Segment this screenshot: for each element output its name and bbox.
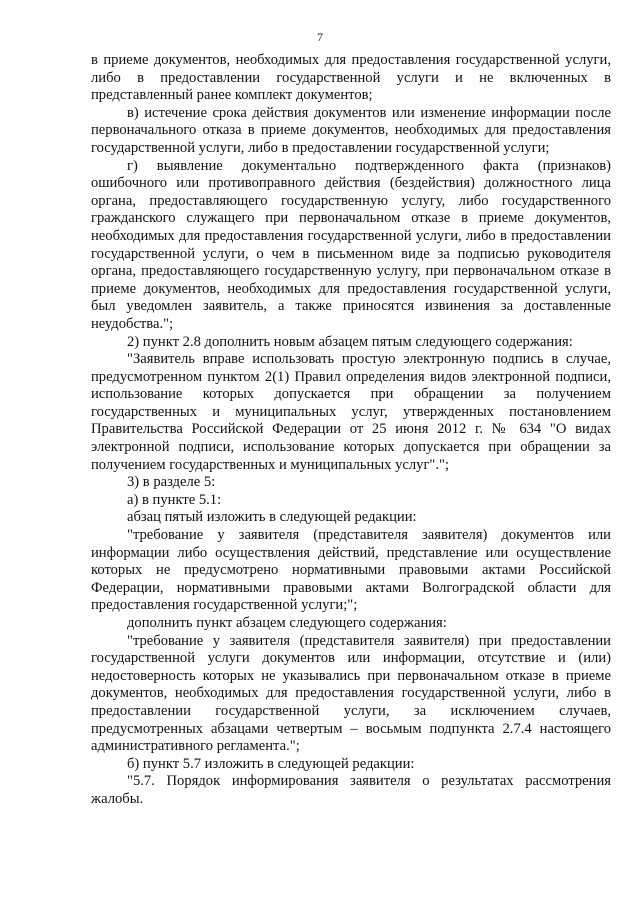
- paragraph-quote-requirement-1: "требование у заявителя (представителя заявителя) документов или информации либо осуществления действий, представление или осуществление которых не предусмотрено нормативными правовыми актами Российской Федерации, нормативными правовыми актами Волгоградской области для предоставления государственной услуги;";: [91, 527, 611, 614]
- paragraph-point-3: 3) в разделе 5:: [127, 474, 216, 491]
- paragraph-item-v: в) истечение срока действия документов или изменение информации после первоначального отказа в приеме документов, необходимых для предоставления государственной услуги, либо в предоставлении государственной услуги;: [91, 104, 611, 156]
- paragraph-instruction-supplement: дополнить пункт абзацем следующего содержания:: [127, 615, 447, 631]
- paragraph-subpoint-b: б) пункт 5.7 изложить в следующей редакции:: [127, 755, 415, 772]
- page-number: 7: [317, 30, 323, 44]
- paragraph-instruction-fifth: абзац пятый изложить в следующей редакции:: [127, 509, 417, 526]
- document-body: [91, 52, 611, 809]
- paragraph-subpoint-a: а) в пункте 5.1:: [127, 491, 222, 508]
- paragraph-quote-requirement-2: "требование у заявителя (представителя заявителя) при предоставлении государственной услуги документов или информации, отсутствие и (или) недостоверность которых не указывались при первоначальном отказе в приеме документов, необходимых для предоставления государственной услуги, либо в предоставлении государственной услуги, за исключением случаев, предусмотренных абзацами четвертым – восьмым подпункта 2.7.4 настоящего административного регламента.";: [91, 632, 611, 755]
- paragraph-quote-electronic-signature: "Заявитель вправе использовать простую электронную подпись в случае, предусмотренном пунктом 2(1) Правил определения видов электронной подписи, использование которых допускается при обращении за получением государственных и муниципальных услуг, утвержденных постановлением Правительства Российской Федерации от 25 июня 2012 г. № 634 "О видах электронной подписи, использование которых допускается при обращении за получением государственных и муниципальных услуг".";: [91, 351, 611, 473]
- paragraph-point-2: 2) пункт 2.8 дополнить новым абзацем пятым следующего содержания:: [127, 333, 573, 350]
- paragraph-continuation: в приеме документов, необходимых для предоставления государственной услуги, либо в предоставлении государственной услуги и не включенных в представленный ранее комплект документов;: [91, 52, 611, 104]
- paragraph-item-g: г) выявление документально подтвержденного факта (признаков) ошибочного или противоправного действия (бездействия) должностного лица органа, предоставляющего государственную услугу, либо государственного гражданского служащего при первоначальном отказе в приеме документов, необходимых для предоставления государственной услуги, либо в предоставлении государственной услуги, о чем в письменном виде за подписью руководителя органа, предоставляющего государственную услугу, при первоначальном отказе в приеме документов, необходимых для предоставления государственной услуги, был уведомлен заявитель, а также приносятся извинения за доставленные неудобства.";: [91, 157, 611, 332]
- paragraph-quote-5-7: "5.7. Порядок информирования заявителя о результатах рассмотрения жалобы.: [91, 773, 611, 807]
